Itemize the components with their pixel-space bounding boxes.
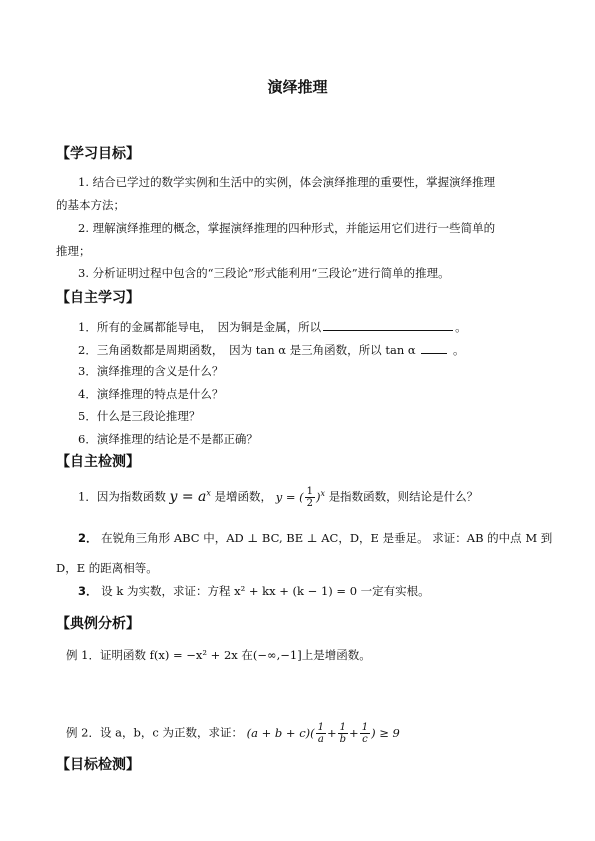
answer-blank[interactable] [323, 318, 453, 331]
section-target-test: 【目标检测】 [56, 757, 140, 773]
self-study-q3: 3．演绎推理的含义是什么？ [78, 364, 224, 378]
self-test-q1-b: 是增函数， [214, 489, 273, 504]
example-1: 例 1．证明函数 f(x) = −x² + 2x 在(−∞,−1]上是增函数。 [66, 648, 371, 662]
self-test-q1-a: 1．因为指数函数 [78, 489, 166, 504]
self-study-q1-text: 1．所有的金属都能导电， 因为铜是金属，所以 [78, 320, 322, 334]
formula-y-equals-a-x: $y = a^x$ [169, 487, 211, 505]
self-study-q1 [78, 318, 467, 335]
example-2-text: 例 2．设 a，b，c 为正数，求证： [66, 725, 243, 740]
goal-1-line-2: 的基本方法； [56, 198, 125, 212]
self-study-q5: 5．什么是三段论推理？ [78, 409, 201, 423]
self-test-q2-text: 在锐角三角形 ABC 中，AD ⊥ BC, BE ⊥ AC，D，E 是垂足。 求证：AB 的中点 M 到 [101, 531, 553, 545]
goal-3: 3. 分析证明过程中包含的“三段论”形式能利用“三段论”进行简单的推理。 [78, 266, 450, 280]
self-test-q3-text: 设 k 为实数，求证：方程 x² + kx + (k − 1) = 0 一定有实根。 [101, 584, 430, 598]
self-test-q1-c: 是指数函数，则结论是什么？ [328, 489, 479, 504]
answer-blank[interactable] [421, 341, 447, 354]
self-study-q1-end: 。 [455, 320, 467, 334]
section-learning-goals: 【学习目标】 [56, 146, 140, 162]
self-test-q2-number: 2． [78, 531, 98, 545]
self-study-q2-end: 。 [452, 343, 465, 357]
goal-1-line-1: 1. 结合已学过的数学实例和生活中的实例，体会演绎推理的重要性，掌握演绎推理 [78, 175, 496, 189]
self-test-q1 [78, 486, 478, 509]
page-title: 演绎推理 [267, 78, 328, 96]
self-study-q4: 4．演绎推理的特点是什么？ [78, 387, 224, 401]
self-study-q2 [78, 341, 464, 358]
self-test-q2-line-2: D，E 的距离相等。 [56, 561, 158, 575]
example-2 [66, 722, 400, 745]
section-examples: 【典例分析】 [56, 616, 140, 632]
section-self-test: 【自主检测】 [56, 454, 140, 470]
self-test-q3-number: 3． [78, 584, 98, 598]
formula-inequality: (a + b + c)( $\frac{1}{a}$ + $\frac{1}{b}$ + $\frac{1}{c}$ ) ≥ 9 [246, 722, 400, 745]
self-test-q3 [78, 583, 430, 599]
goal-2-line-1: 2. 理解演绎推理的概念，掌握演绎推理的四种形式，并能运用它们进行一些简单的 [78, 221, 496, 235]
self-test-q2 [78, 530, 552, 546]
self-study-q2-text: 2．三角函数都是周期函数， 因为 tan α 是三角函数，所以 tan α [78, 343, 416, 357]
goal-2-line-2: 推理； [56, 244, 91, 258]
section-self-study: 【自主学习】 [56, 290, 140, 306]
formula-half-power-x: y = ( $\frac{1}{2}$ )$^x$ [275, 486, 326, 509]
self-study-q6: 6．演绎推理的结论是不是都正确？ [78, 432, 258, 446]
